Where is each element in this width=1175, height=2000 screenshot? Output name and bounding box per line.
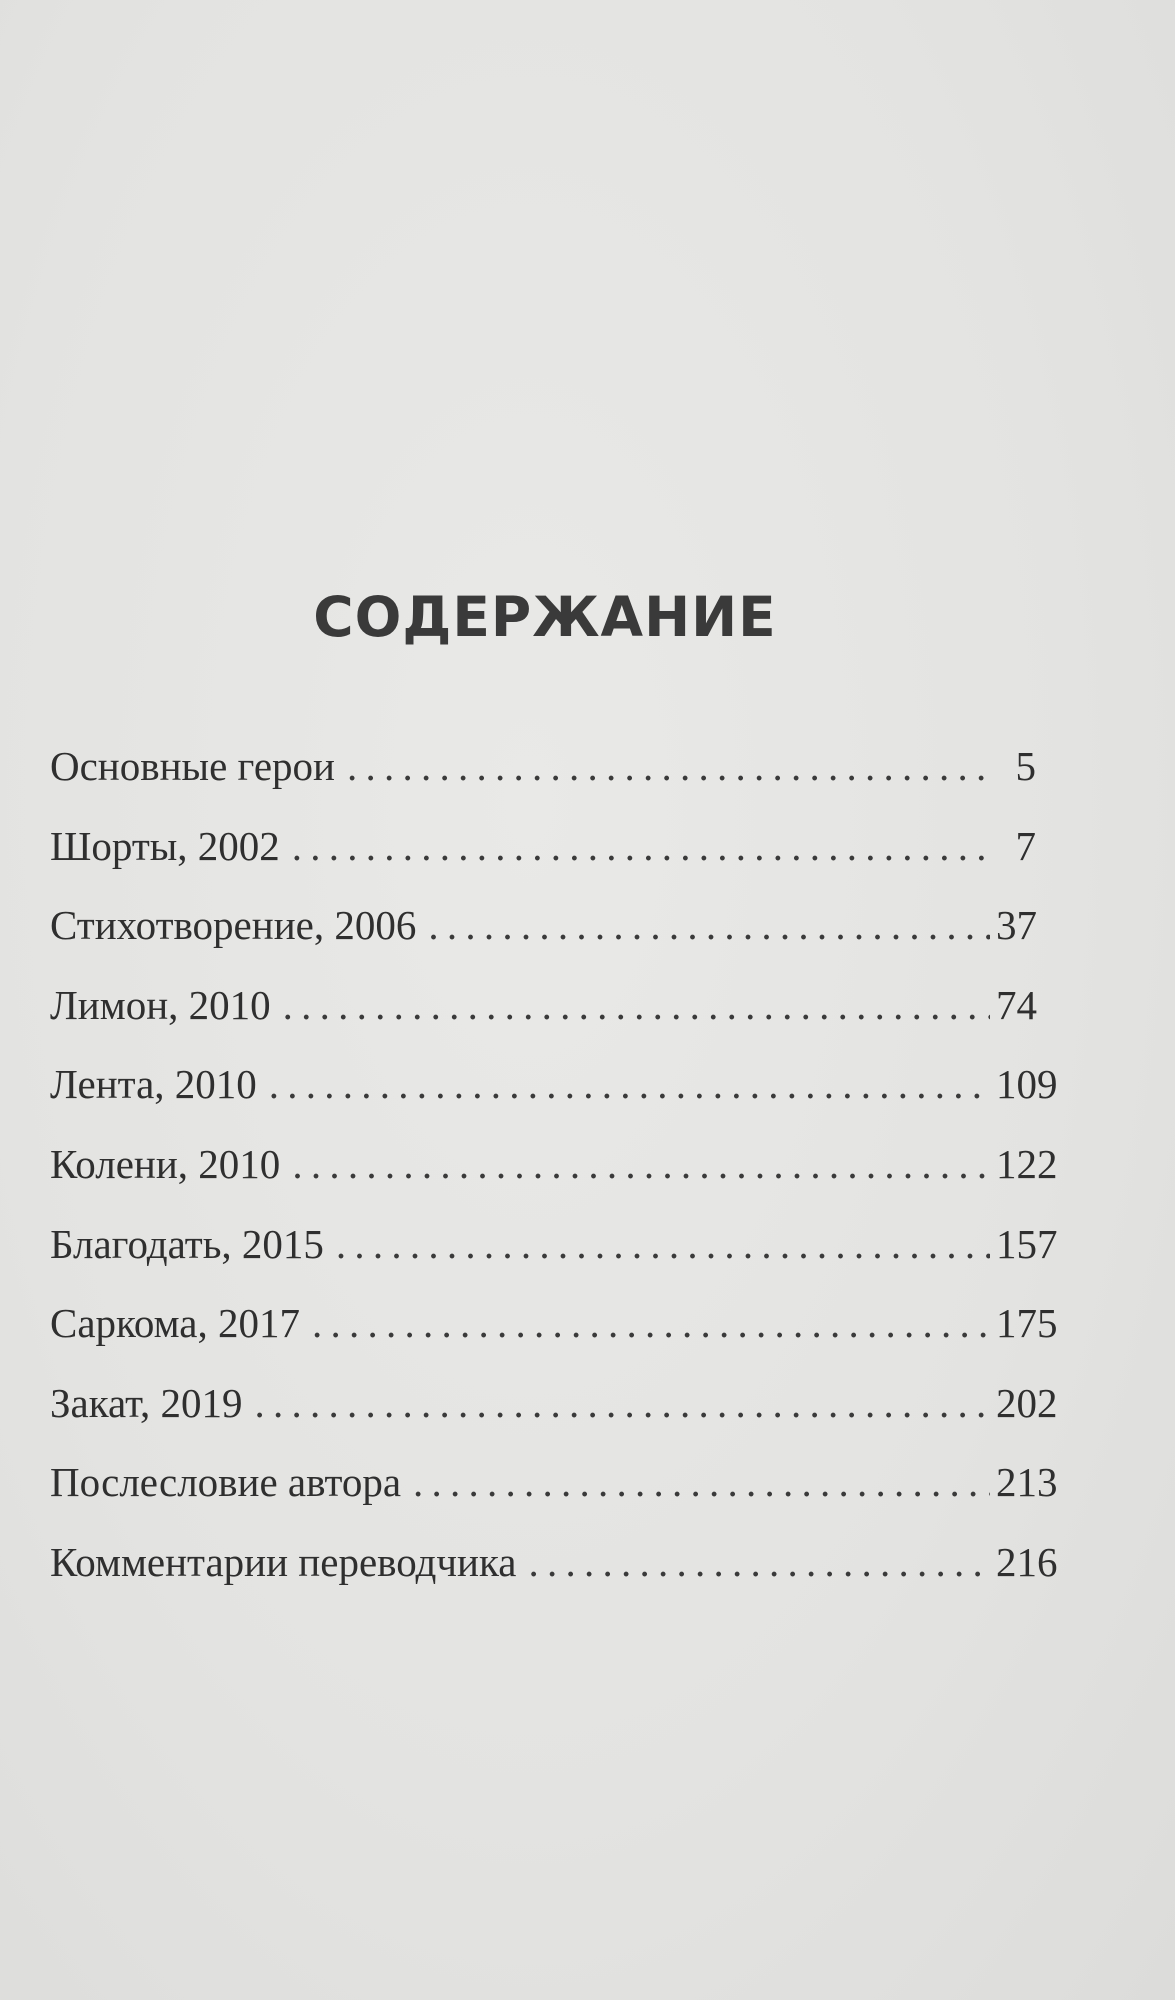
toc-entry <box>50 1139 1058 1219</box>
toc-entry-title: Благодать, 2015 <box>50 1220 324 1267</box>
toc-entry-title: Основные герои <box>50 743 335 789</box>
page-title: СОДЕРЖАНИЕ <box>313 585 777 649</box>
dot-leader <box>528 1537 990 1587</box>
dot-leader <box>413 1457 990 1507</box>
toc-entry-title: Стихотворение, 2006 <box>50 902 417 949</box>
dot-leader <box>347 741 990 791</box>
dot-leader <box>312 1298 990 1348</box>
toc-entry-page-number: 7 <box>1015 822 1036 869</box>
dot-leader <box>269 1059 990 1109</box>
toc-entry <box>50 980 1036 1060</box>
toc-entry-page-number: 202 <box>996 1379 1058 1426</box>
toc-entry <box>50 821 1036 901</box>
toc-entry <box>50 1378 1058 1458</box>
toc-entry-title: Шорты, 2002 <box>50 822 280 869</box>
toc-entry <box>50 1298 1058 1378</box>
toc-entry-page-number: 216 <box>996 1538 1058 1585</box>
toc-entry-page-number: 109 <box>996 1061 1058 1108</box>
toc-entry-title: Лента, 2010 <box>50 1061 257 1108</box>
toc-entry <box>50 1059 1058 1139</box>
toc-entry <box>50 1457 1058 1537</box>
dot-leader <box>292 1139 990 1189</box>
toc-entry-page-number: 122 <box>996 1140 1058 1187</box>
toc-entry <box>50 900 1036 980</box>
toc-entry <box>50 1219 1058 1299</box>
toc-entry-page-number: 74 <box>996 981 1037 1028</box>
toc-entry-title: Закат, 2019 <box>50 1379 243 1426</box>
table-of-contents <box>50 741 1058 1617</box>
toc-entry <box>50 741 1036 821</box>
dot-leader <box>255 1378 990 1428</box>
toc-entry-page-number: 5 <box>1015 743 1036 789</box>
toc-entry-page-number: 213 <box>996 1459 1058 1506</box>
toc-entry-title: Послесловие автора <box>50 1459 402 1506</box>
dot-leader <box>292 821 990 871</box>
toc-entry-title: Саркома, 2017 <box>50 1300 300 1347</box>
dot-leader <box>336 1219 990 1269</box>
toc-entry-page-number: 157 <box>996 1220 1058 1267</box>
toc-entry-title: Колени, 2010 <box>50 1140 281 1187</box>
toc-entry <box>50 1537 1058 1617</box>
dot-leader <box>428 900 990 950</box>
toc-entry-page-number: 37 <box>996 902 1037 949</box>
toc-entry-page-number: 175 <box>996 1300 1058 1347</box>
toc-entry-title: Комментарии переводчика <box>50 1538 517 1585</box>
dot-leader <box>283 980 990 1030</box>
toc-entry-title: Лимон, 2010 <box>50 981 271 1028</box>
